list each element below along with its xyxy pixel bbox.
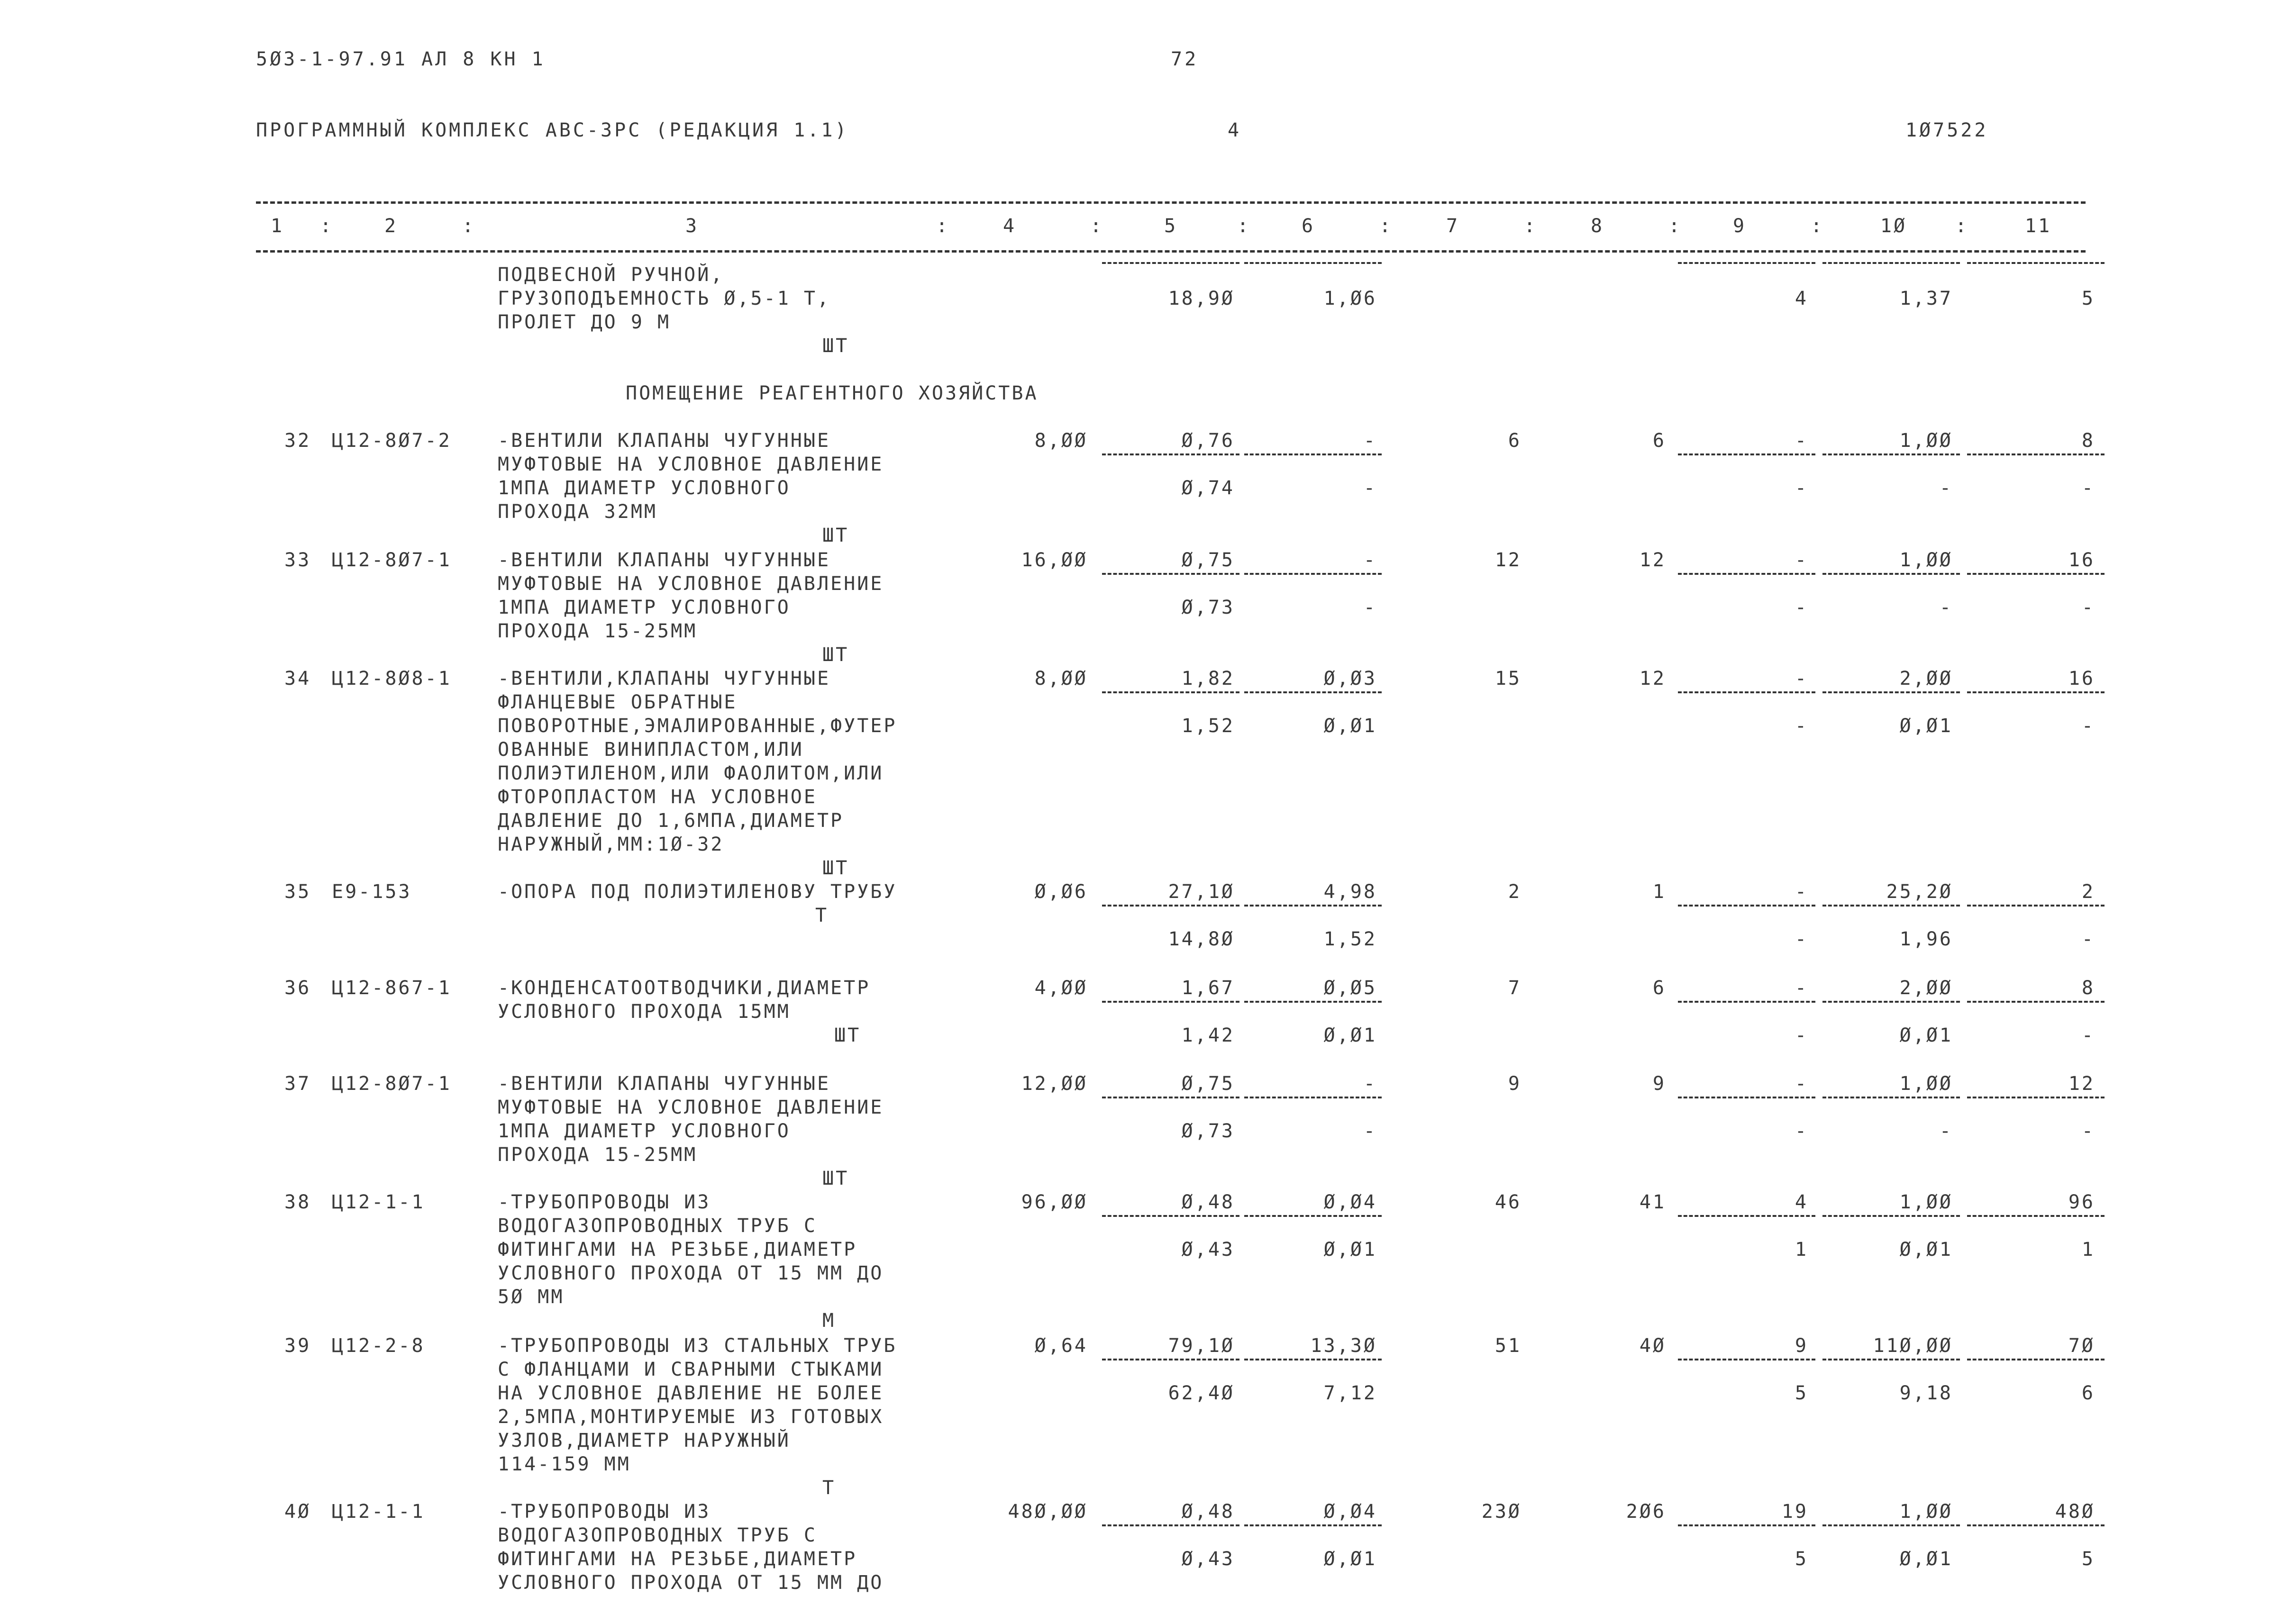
work-description-line: МУФТОВЫЕ НА УСЛОВНОЕ ДАВЛЕНИЕ	[498, 573, 884, 595]
value-separator	[1678, 1001, 1815, 1003]
col5-top-value: Ø,75	[1181, 549, 1235, 571]
column-number: 6	[1301, 215, 1315, 237]
work-description-line: -КОНДЕНСАТООТВОДЧИКИ,ДИАМЕТР	[498, 977, 871, 999]
value-separator	[1822, 453, 1960, 455]
col5-top-value: 1,82	[1181, 668, 1235, 689]
work-description-line: 1МПА ДИАМЕТР УСЛОВНОГО	[498, 1120, 791, 1142]
col11-bottom-value: -	[2081, 477, 2095, 499]
work-description-line: ВОДОГАЗОПРОВОДНЫХ ТРУБ С	[498, 1524, 817, 1546]
work-description-line: -ТРУБОПРОВОДЫ ИЗ	[498, 1501, 711, 1523]
unit-of-measure: Т	[822, 1477, 836, 1499]
col10-top-value: 1,37	[1899, 288, 1953, 309]
col5-top-value: 1,67	[1181, 977, 1235, 999]
unit-of-measure: ШТ	[822, 1168, 849, 1189]
col7-value: 12	[1494, 549, 1522, 571]
col9-bottom-value: -	[1795, 928, 1808, 950]
col11-bottom-value: -	[2081, 597, 2095, 618]
work-description-line: -ВЕНТИЛИ КЛАПАНЫ ЧУГУННЫЕ	[498, 1073, 831, 1095]
col11-top-value: 16	[2068, 549, 2095, 571]
unit-of-measure: ШТ	[822, 335, 849, 357]
work-description-line: 1МПА ДИАМЕТР УСЛОВНОГО	[498, 477, 791, 499]
column-separator: :	[1668, 215, 1682, 237]
col11-bottom-value: 6	[2081, 1382, 2095, 1404]
col5-top-value: Ø,76	[1181, 430, 1235, 452]
rate-code: Ц12-867-1	[332, 977, 452, 999]
col6-bottom-value: -	[1363, 597, 1377, 618]
sheet-number: 4	[1228, 119, 1242, 141]
col6-top-value: Ø,Ø5	[1323, 977, 1377, 999]
col11-bottom-value: -	[2081, 928, 2095, 950]
col5-bottom-value: 14,8Ø	[1168, 928, 1235, 950]
row-number: 33	[284, 549, 311, 571]
work-description-line: С ФЛАНЦАМИ И СВАРНЫМИ СТЫКАМИ	[498, 1359, 884, 1380]
col9-top-value: -	[1795, 668, 1808, 689]
value-separator	[1102, 1359, 1239, 1360]
col7-value: 2	[1508, 881, 1522, 903]
row-number: 32	[284, 430, 311, 452]
value-separator	[1822, 905, 1960, 907]
col6-bottom-value: 1,52	[1323, 928, 1377, 950]
value-separator	[1822, 1359, 1960, 1360]
col5-bottom-value: Ø,73	[1181, 597, 1235, 618]
col8-value: 2Ø6	[1626, 1501, 1666, 1523]
work-description-line: УЗЛОВ,ДИАМЕТР НАРУЖНЫЙ	[498, 1430, 791, 1451]
col11-top-value: 8	[2081, 430, 2095, 452]
col8-value: 41	[1639, 1191, 1666, 1213]
col11-top-value: 12	[2068, 1073, 2095, 1095]
col7-value: 6	[1508, 430, 1522, 452]
value-separator	[1678, 1359, 1815, 1360]
work-description-line: -ТРУБОПРОВОДЫ ИЗ	[498, 1191, 711, 1213]
work-description-line: ПРОЛЕТ ДО 9 М	[498, 311, 671, 333]
value-separator	[1244, 1524, 1382, 1526]
col11-top-value: 5	[2081, 288, 2095, 309]
work-description-line: 114-159 ММ	[498, 1453, 631, 1475]
col10-bottom-value: Ø,Ø1	[1899, 715, 1953, 737]
column-number: 11	[2024, 215, 2052, 237]
value-separator	[1967, 453, 2105, 455]
col10-top-value: 25,2Ø	[1886, 881, 1953, 903]
work-description-line: ФИТИНГАМИ НА РЕЗЬБЕ,ДИАМЕТР	[498, 1548, 857, 1570]
header-rule-top	[256, 201, 2086, 204]
col9-bottom-value: -	[1795, 597, 1808, 618]
work-description-line: УСЛОВНОГО ПРОХОДА 15ММ	[498, 1001, 791, 1023]
col10-bottom-value: 1,96	[1899, 928, 1953, 950]
value-separator	[1822, 1001, 1960, 1003]
column-number: 9	[1732, 215, 1747, 237]
column-number: 5	[1164, 215, 1178, 237]
col5-bottom-value: Ø,74	[1181, 477, 1235, 499]
col10-bottom-value: -	[1939, 1120, 1953, 1142]
rate-code: Ц12-1-1	[332, 1501, 425, 1523]
work-description-line: ПРОХОДА 15-25ММ	[498, 620, 698, 642]
value-separator	[1822, 1097, 1960, 1098]
col7-value: 51	[1494, 1335, 1522, 1357]
work-description-line: ОВАННЫЕ ВИНИПЛАСТОМ,ИЛИ	[498, 739, 804, 761]
col10-top-value: 1,ØØ	[1899, 430, 1953, 452]
quantity-value: 16,ØØ	[1021, 549, 1088, 571]
col8-value: 6	[1652, 430, 1666, 452]
col6-top-value: 1,Ø6	[1323, 288, 1377, 309]
work-description-line: ФТОРОПЛАСТОМ НА УСЛОВНОЕ	[498, 786, 817, 808]
value-separator	[1822, 1215, 1960, 1217]
value-separator	[1102, 905, 1239, 907]
quantity-value: 96,ØØ	[1021, 1191, 1088, 1213]
col5-top-value: Ø,48	[1181, 1191, 1235, 1213]
row-number: 4Ø	[284, 1501, 311, 1523]
col10-top-value: 1,ØØ	[1899, 1191, 1953, 1213]
col8-value: 6	[1652, 977, 1666, 999]
value-separator	[1244, 691, 1382, 693]
col11-top-value: 16	[2068, 668, 2095, 689]
quantity-value: 8,ØØ	[1034, 668, 1088, 689]
rate-code: Ц12-8Ø8-1	[332, 668, 452, 689]
col9-bottom-value: -	[1795, 477, 1808, 499]
col9-bottom-value: -	[1795, 715, 1808, 737]
work-description-line: ФЛАНЦЕВЫЕ ОБРАТНЫЕ	[498, 691, 738, 713]
work-description-line: 1МПА ДИАМЕТР УСЛОВНОГО	[498, 597, 791, 618]
col9-top-value: 4	[1795, 1191, 1808, 1213]
value-separator	[1244, 1215, 1382, 1217]
quantity-value: 12,ØØ	[1021, 1073, 1088, 1095]
unit-of-measure: Т	[815, 905, 829, 926]
col10-bottom-value: -	[1939, 477, 1953, 499]
row-number: 35	[284, 881, 311, 903]
value-separator	[1678, 1524, 1815, 1526]
work-description-line: -ВЕНТИЛИ КЛАПАНЫ ЧУГУННЫЕ	[498, 549, 831, 571]
value-separator	[1678, 453, 1815, 455]
work-description-line: -ВЕНТИЛИ КЛАПАНЫ ЧУГУННЫЕ	[498, 430, 831, 452]
col10-top-value: 2,ØØ	[1899, 668, 1953, 689]
col7-value: 15	[1494, 668, 1522, 689]
col9-top-value: -	[1795, 430, 1808, 452]
col11-top-value: 2	[2081, 881, 2095, 903]
work-description-line: ПРОХОДА 32ММ	[498, 501, 657, 523]
work-description-line: ПОЛИЭТИЛЕНОМ,ИЛИ ФАОЛИТОМ,ИЛИ	[498, 762, 884, 784]
row-number: 37	[284, 1073, 311, 1095]
quantity-value: 48Ø,ØØ	[1008, 1501, 1088, 1523]
value-separator	[1678, 573, 1815, 575]
col11-bottom-value: 5	[2081, 1548, 2095, 1570]
col6-top-value: -	[1363, 1073, 1377, 1095]
unit-of-measure: ШТ	[834, 1025, 861, 1046]
column-separator: :	[936, 215, 950, 237]
col6-bottom-value: Ø,Ø1	[1323, 1239, 1377, 1260]
col6-top-value: Ø,Ø3	[1323, 668, 1377, 689]
work-description-line: ГРУЗОПОДЪЕМНОСТЬ Ø,5-1 Т,	[498, 288, 831, 309]
col8-value: 12	[1639, 549, 1666, 571]
col7-value: 46	[1494, 1191, 1522, 1213]
value-separator	[1822, 691, 1960, 693]
col10-bottom-value: 9,18	[1899, 1382, 1953, 1404]
value-separator	[1244, 905, 1382, 907]
col6-top-value: -	[1363, 549, 1377, 571]
col5-bottom-value: Ø,73	[1181, 1120, 1235, 1142]
col10-bottom-value: Ø,Ø1	[1899, 1025, 1953, 1046]
column-separator: :	[1090, 215, 1104, 237]
col5-top-value: 18,9Ø	[1168, 288, 1235, 309]
col10-top-value: 11Ø,ØØ	[1873, 1335, 1953, 1357]
col9-bottom-value: 5	[1795, 1548, 1808, 1570]
col5-top-value: Ø,75	[1181, 1073, 1235, 1095]
col9-bottom-value: -	[1795, 1120, 1808, 1142]
program-title: ПРОГРАММНЫЙ КОМПЛЕКС АВС-3РС (РЕДАКЦИЯ 1.1)	[256, 119, 849, 141]
column-number: 2	[384, 215, 398, 237]
col11-top-value: 48Ø	[2055, 1501, 2095, 1523]
col6-bottom-value: Ø,Ø1	[1323, 1025, 1377, 1046]
value-separator	[1967, 905, 2105, 907]
col9-top-value: 19	[1781, 1501, 1808, 1523]
quantity-value: 4,ØØ	[1034, 977, 1088, 999]
col9-top-value: 9	[1795, 1335, 1808, 1357]
col11-top-value: 96	[2068, 1191, 2095, 1213]
column-number: 8	[1590, 215, 1604, 237]
col5-top-value: 79,1Ø	[1168, 1335, 1235, 1357]
col11-top-value: 7Ø	[2068, 1335, 2095, 1357]
col10-bottom-value: Ø,Ø1	[1899, 1548, 1953, 1570]
work-description-line: -ВЕНТИЛИ,КЛАПАНЫ ЧУГУННЫЕ	[498, 668, 831, 689]
work-description-line: 5Ø ММ	[498, 1286, 565, 1308]
value-separator	[1244, 453, 1382, 455]
rate-code: Ц12-8Ø7-1	[332, 549, 452, 571]
value-separator	[1967, 1524, 2105, 1526]
doc-number: 1Ø7522	[1905, 119, 1988, 141]
col7-value: 9	[1508, 1073, 1522, 1095]
col9-bottom-value: -	[1795, 1025, 1808, 1046]
value-separator	[1822, 573, 1960, 575]
col8-value: 12	[1639, 668, 1666, 689]
col6-bottom-value: Ø,Ø1	[1323, 715, 1377, 737]
col9-top-value: -	[1795, 1073, 1808, 1095]
value-separator	[1244, 262, 1382, 264]
work-description-line: УСЛОВНОГО ПРОХОДА ОТ 15 ММ ДО	[498, 1262, 884, 1284]
header-rule-bottom	[256, 250, 2086, 253]
value-separator	[1244, 1001, 1382, 1003]
col10-top-value: 1,ØØ	[1899, 1501, 1953, 1523]
col11-bottom-value: -	[2081, 715, 2095, 737]
col11-bottom-value: 1	[2081, 1239, 2095, 1260]
value-separator	[1102, 262, 1239, 264]
col10-bottom-value: -	[1939, 597, 1953, 618]
value-separator	[1244, 573, 1382, 575]
rate-code: Ц12-1-1	[332, 1191, 425, 1213]
value-separator	[1244, 1097, 1382, 1098]
value-separator	[1967, 1097, 2105, 1098]
col6-top-value: 13,3Ø	[1310, 1335, 1377, 1357]
col5-bottom-value: Ø,43	[1181, 1548, 1235, 1570]
column-separator: :	[1237, 215, 1251, 237]
value-separator	[1967, 573, 2105, 575]
column-number: 7	[1446, 215, 1460, 237]
column-number: 3	[685, 215, 699, 237]
col6-bottom-value: 7,12	[1323, 1382, 1377, 1404]
value-separator	[1678, 905, 1815, 907]
work-description-line: -ТРУБОПРОВОДЫ ИЗ СТАЛЬНЫХ ТРУБ	[498, 1335, 897, 1357]
col11-bottom-value: -	[2081, 1025, 2095, 1046]
work-description-line: ПРОХОДА 15-25ММ	[498, 1144, 698, 1166]
value-separator	[1822, 1524, 1960, 1526]
quantity-value: Ø,Ø6	[1034, 881, 1088, 903]
col5-bottom-value: 62,4Ø	[1168, 1382, 1235, 1404]
work-description-line: ВОДОГАЗОПРОВОДНЫХ ТРУБ С	[498, 1215, 817, 1237]
work-description-line: ПОДВЕСНОЙ РУЧНОЙ,	[498, 264, 724, 286]
work-description-line: НАРУЖНЫЙ,ММ:1Ø-32	[498, 834, 724, 855]
work-description-line: МУФТОВЫЕ НА УСЛОВНОЕ ДАВЛЕНИЕ	[498, 453, 884, 475]
doc-code: 5Ø3-1-97.91 АЛ 8 КН 1	[256, 48, 546, 70]
rate-code: Е9-153	[332, 881, 412, 903]
row-number: 34	[284, 668, 311, 689]
column-separator: :	[1811, 215, 1824, 237]
work-description-line: УСЛОВНОГО ПРОХОДА ОТ 15 ММ ДО	[498, 1572, 884, 1594]
value-separator	[1822, 262, 1960, 264]
col8-value: 1	[1652, 881, 1666, 903]
col6-bottom-value: -	[1363, 477, 1377, 499]
quantity-value: Ø,64	[1034, 1335, 1088, 1357]
value-separator	[1967, 691, 2105, 693]
work-description-line: ДАВЛЕНИЕ ДО 1,6МПА,ДИАМЕТР	[498, 810, 844, 832]
value-separator	[1102, 1524, 1239, 1526]
rate-code: Ц12-8Ø7-2	[332, 430, 452, 452]
column-separator: :	[320, 215, 334, 237]
value-separator	[1678, 691, 1815, 693]
value-separator	[1967, 262, 2105, 264]
col9-bottom-value: 5	[1795, 1382, 1808, 1404]
col6-top-value: -	[1363, 430, 1377, 452]
value-separator	[1967, 1001, 2105, 1003]
value-separator	[1678, 1097, 1815, 1098]
col8-value: 4Ø	[1639, 1335, 1666, 1357]
value-separator	[1678, 1215, 1815, 1217]
col10-top-value: 2,ØØ	[1899, 977, 1953, 999]
col6-top-value: Ø,Ø4	[1323, 1501, 1377, 1523]
col5-bottom-value: Ø,43	[1181, 1239, 1235, 1260]
value-separator	[1102, 691, 1239, 693]
value-separator	[1102, 453, 1239, 455]
value-separator	[1102, 1097, 1239, 1098]
col11-top-value: 8	[2081, 977, 2095, 999]
col9-top-value: 4	[1795, 288, 1808, 309]
col6-top-value: Ø,Ø4	[1323, 1191, 1377, 1213]
row-number: 39	[284, 1335, 311, 1357]
col9-top-value: -	[1795, 977, 1808, 999]
unit-of-measure: ШТ	[822, 525, 849, 546]
quantity-value: 8,ØØ	[1034, 430, 1088, 452]
work-description-line: -ОПОРА ПОД ПОЛИЭТИЛЕНОВУ ТРУБУ	[498, 881, 897, 903]
value-separator	[1102, 1001, 1239, 1003]
column-separator: :	[1955, 215, 1969, 237]
col5-bottom-value: 1,42	[1181, 1025, 1235, 1046]
column-number: 1Ø	[1880, 215, 1907, 237]
col9-top-value: -	[1795, 549, 1808, 571]
col5-top-value: 27,1Ø	[1168, 881, 1235, 903]
work-description-line: ФИТИНГАМИ НА РЕЗЬБЕ,ДИАМЕТР	[498, 1239, 857, 1260]
work-description-line: НА УСЛОВНОЕ ДАВЛЕНИЕ НЕ БОЛЕЕ	[498, 1382, 884, 1404]
row-number: 38	[284, 1191, 311, 1213]
unit-of-measure: ШТ	[822, 857, 849, 879]
col8-value: 9	[1652, 1073, 1666, 1095]
value-separator	[1678, 262, 1815, 264]
rate-code: Ц12-2-8	[332, 1335, 425, 1357]
col11-bottom-value: -	[2081, 1120, 2095, 1142]
col5-top-value: Ø,48	[1181, 1501, 1235, 1523]
value-separator	[1967, 1359, 2105, 1360]
col6-bottom-value: -	[1363, 1120, 1377, 1142]
col5-bottom-value: 1,52	[1181, 715, 1235, 737]
work-description-line: ПОВОРОТНЫЕ,ЭМАЛИРОВАННЫЕ,ФУТЕР	[498, 715, 897, 737]
column-number: 4	[1002, 215, 1017, 237]
col6-top-value: 4,98	[1323, 881, 1377, 903]
work-description-line: 2,5МПА,МОНТИРУЕМЫЕ ИЗ ГОТОВЫХ	[498, 1406, 884, 1428]
rate-code: Ц12-8Ø7-1	[332, 1073, 452, 1095]
col10-top-value: 1,ØØ	[1899, 549, 1953, 571]
col10-top-value: 1,ØØ	[1899, 1073, 1953, 1095]
value-separator	[1967, 1215, 2105, 1217]
value-separator	[1244, 1359, 1382, 1360]
unit-of-measure: М	[822, 1310, 836, 1332]
column-separator: :	[1379, 215, 1393, 237]
col7-value: 7	[1508, 977, 1522, 999]
col10-bottom-value: Ø,Ø1	[1899, 1239, 1953, 1260]
column-separator: :	[462, 215, 476, 237]
column-number: 1	[270, 215, 284, 237]
column-separator: :	[1524, 215, 1538, 237]
col9-top-value: -	[1795, 881, 1808, 903]
row-number: 36	[284, 977, 311, 999]
work-description-line: МУФТОВЫЕ НА УСЛОВНОЕ ДАВЛЕНИЕ	[498, 1097, 884, 1118]
col9-bottom-value: 1	[1795, 1239, 1808, 1260]
value-separator	[1102, 573, 1239, 575]
unit-of-measure: ШТ	[822, 644, 849, 666]
section-title: ПОМЕЩЕНИЕ РЕАГЕНТНОГО ХОЗЯЙСТВА	[626, 382, 1039, 404]
col6-bottom-value: Ø,Ø1	[1323, 1548, 1377, 1570]
col7-value: 23Ø	[1481, 1501, 1522, 1523]
page-number: 72	[1171, 48, 1199, 70]
value-separator	[1102, 1215, 1239, 1217]
